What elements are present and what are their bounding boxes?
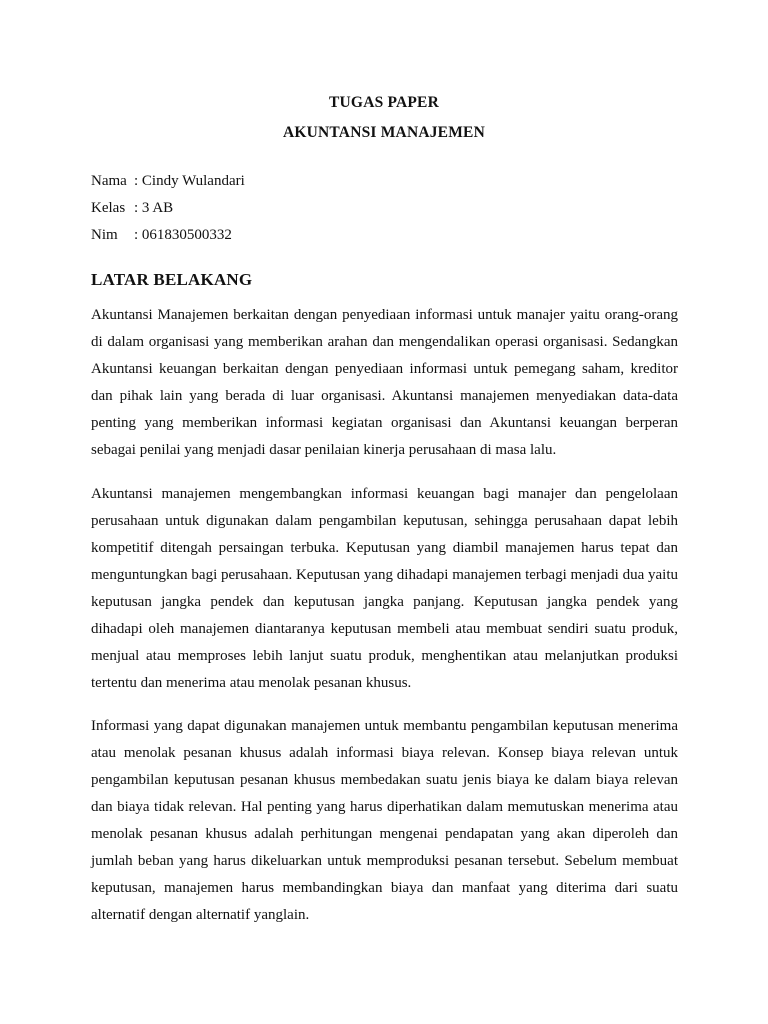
paragraph-2: Akuntansi manajemen mengembangkan informasi keuangan bagi manajer dan pengelolaan perusahaan untuk digunakan dalam pengambilan keputusan, sehingga perusahaan dapat lebih kompetitif ditengah persaingan terbuka. Keputusan yang diambil manajemen harus tepat dan menguntungkan bagi perusahaan. Keputusan yang dihadapi manajemen terbagi menjadi dua yaitu keputusan jangka pendek dan keputusan jangka panjang. Keputusan jangka pendek yang dihadapi oleh manajemen diantaranya keputusan membeli atau membuat sendiri suatu produk, menjual atau memproses lebih lanjut suatu produk, menghentikan atau melanjutkan produksi tertentu dan menerima atau menolak pesanan khusus. bbox=[91, 486, 678, 691]
info-row-nama bbox=[91, 171, 245, 191]
info-value-kelas: : 3 AB bbox=[134, 200, 174, 216]
info-label-nim: Nim bbox=[91, 227, 118, 243]
document-subtitle: AKUNTANSI MANAJEMEN bbox=[282, 124, 485, 141]
info-row-nim bbox=[91, 225, 232, 245]
info-row-kelas bbox=[91, 198, 173, 218]
document-title: TUGAS PAPER bbox=[329, 94, 439, 111]
paragraph-3: Informasi yang dapat digunakan manajemen untuk membantu pengambilan keputusan menerima atau menolak pesanan khusus adalah informasi biaya relevan. Konsep biaya relevan untuk pengambilan keputusan pesanan khusus membedakan suatu jenis biaya ke dalam biaya relevan dan biaya tidak relevan. Hal penting yang harus diperhatikan dalam memutuskan menerima atau menolak pesanan khusus adalah perhitungan mengenai pendapatan yang akan diperoleh dan jumlah beban yang harus dikeluarkan untuk memproduksi pesanan tersebut. Sebelum membuat keputusan, manajemen harus membandingkan biaya dan manfaat yang diterima dari suatu alternatif dengan alternatif yanglain. bbox=[91, 718, 678, 923]
section-heading: LATAR BELAKANG bbox=[91, 270, 253, 289]
info-value-nama: : Cindy Wulandari bbox=[134, 173, 245, 189]
paragraph-1: Akuntansi Manajemen berkaitan dengan penyediaan informasi untuk manajer yaitu orang-orang di dalam organisasi yang memberikan arahan dan mengendalikan operasi organisasi. Sedangkan Akuntansi keuangan berkaitan dengan penyediaan informasi untuk pemegang saham, kreditor dan pihak lain yang berada di luar organisasi. Akuntansi manajemen menyediakan data-data penting yang memberikan informasi kegiatan organisasi dan Akuntansi keuangan berperan sebagai penilai yang menjadi dasar penilaian kinerja perusahaan di masa lalu. bbox=[91, 307, 678, 458]
info-label-kelas: Kelas bbox=[91, 200, 126, 216]
info-value-nim: : 061830500332 bbox=[134, 227, 232, 243]
info-label-nama: Nama bbox=[91, 173, 127, 189]
